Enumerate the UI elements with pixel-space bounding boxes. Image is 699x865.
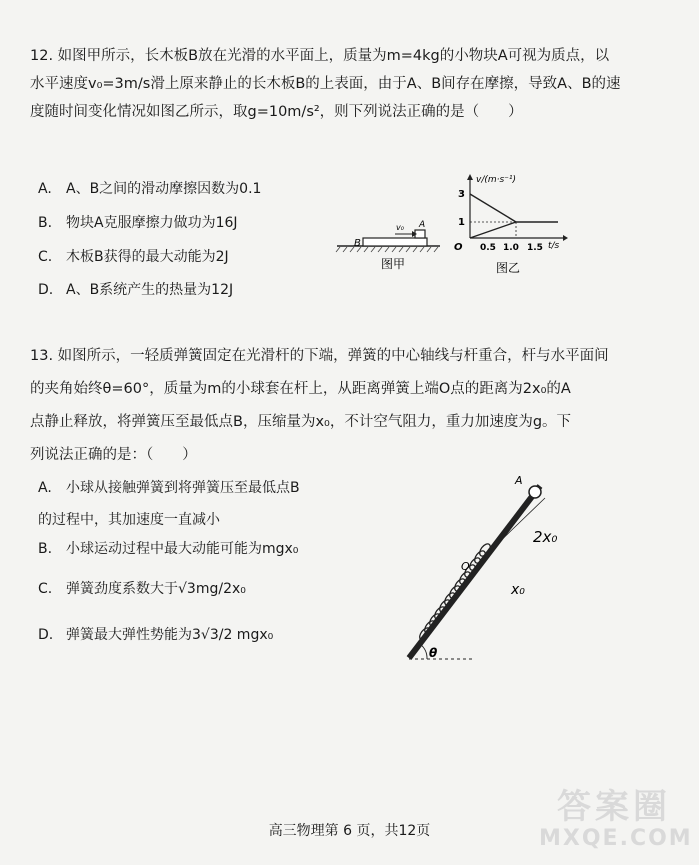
option-text: A、B之间的滑动摩擦因数为0.1 (66, 181, 262, 197)
watermark-logo (539, 787, 693, 857)
q12-option-c (38, 246, 229, 266)
label-x0: x₀ (511, 582, 525, 598)
option-letter: B. (38, 541, 53, 557)
label-b: B (354, 238, 361, 249)
label-v0: v₀ (396, 223, 404, 232)
label-theta: θ (429, 646, 438, 660)
option-text: 弹簧最大弹性势能为3√3/2 mgx₀ (66, 627, 274, 643)
option-letter: D. (38, 627, 54, 643)
y-arrow (467, 174, 473, 180)
x-axis-label: t/s (548, 241, 560, 251)
q12-line-3: 度随时间变化情况如图乙所示，取g=10m/s²，则下列说法正确的是（ ） (30, 104, 523, 120)
q13-option-b (38, 538, 298, 558)
figure-jia (335, 200, 445, 275)
q13-option-a (38, 472, 300, 536)
caption-yi: 图乙 (496, 261, 521, 275)
watermark-top: 答案圈 (557, 787, 671, 827)
option-text: 物块A克服摩擦力做功为16J (66, 215, 238, 231)
option-text: 小球从接触弹簧到将弹簧压至最低点B (66, 480, 300, 496)
q13-option-c (38, 578, 246, 598)
option-letter: A. (38, 480, 52, 496)
q12-option-a (38, 178, 261, 198)
q13-line-4: 列说法正确的是：（ ） (30, 447, 197, 463)
option-letter: C. (38, 581, 53, 597)
q12-option-d (38, 279, 233, 299)
x-tick-1.5: 1.5 (527, 243, 543, 253)
y-tick-1: 1 (458, 217, 465, 228)
option-text-continued: 的过程中，其加速度一直减小 (38, 512, 220, 528)
series-a-line (470, 194, 516, 222)
watermark-bottom: MXQE.COM (539, 826, 693, 851)
q13-line-1: 13. 如图所示，一轻质弹簧固定在光滑杆的下端，弹簧的中心轴线与杆重合，杆与水平面间 (30, 348, 609, 364)
y-axis-label: v/(m·s⁻¹) (476, 175, 517, 185)
option-text: A、B系统产生的热量为12J (66, 282, 234, 298)
x-tick-1.0: 1.0 (503, 243, 519, 253)
option-text: 木板B获得的最大动能为2J (66, 249, 229, 265)
x-arrow (563, 235, 568, 241)
option-letter: A. (38, 181, 52, 197)
label-2x0: 2x₀ (533, 528, 558, 546)
label-o: O (461, 560, 470, 573)
q12-line-1: 12. 如图甲所示，长木板B放在光滑的水平面上，质量为m=4kg的小物块A可视为质点，以 (30, 48, 610, 64)
spring (418, 542, 493, 642)
x-tick-0.5: 0.5 (480, 243, 496, 253)
y-tick-3: 3 (458, 189, 465, 200)
label-a: A (515, 474, 523, 487)
question-12 (30, 42, 670, 126)
page-footer: 高三物理第 6 页，共12页 (268, 823, 431, 839)
ball (529, 486, 541, 498)
option-text: 小球运动过程中最大动能可能为mgx₀ (66, 541, 299, 557)
figure-rod-spring (395, 470, 595, 670)
series-b-line (470, 222, 516, 238)
option-text: 弹簧劲度系数大于√3mg/2x₀ (66, 581, 246, 597)
q13-line-2: 的夹角始终θ=60°，质量为m的小球套在杆上，从距离弹簧上端O点的距离为2x₀的A (30, 381, 571, 397)
option-letter: C. (38, 249, 53, 265)
label-a: A (419, 220, 426, 230)
ground-hatch (336, 247, 438, 252)
question-13 (30, 340, 670, 472)
q13-option-d (38, 624, 273, 644)
origin-label: O (454, 242, 463, 253)
q12-line-2: 水平速度v₀=3m/s滑上原来静止的长木板B的上表面，由于A、B间存在摩擦，导致A、B的速 (30, 76, 621, 92)
q12-option-b (38, 212, 238, 232)
q13-line-3: 点静止释放，将弹簧压至最低点B，压缩量为x₀，不计空气阻力，重力加速度为g。下 (30, 414, 572, 430)
caption-jia: 图甲 (381, 257, 406, 271)
figure-yi (448, 170, 568, 278)
option-letter: D. (38, 282, 54, 298)
option-letter: B. (38, 215, 53, 231)
board-b (363, 238, 427, 246)
